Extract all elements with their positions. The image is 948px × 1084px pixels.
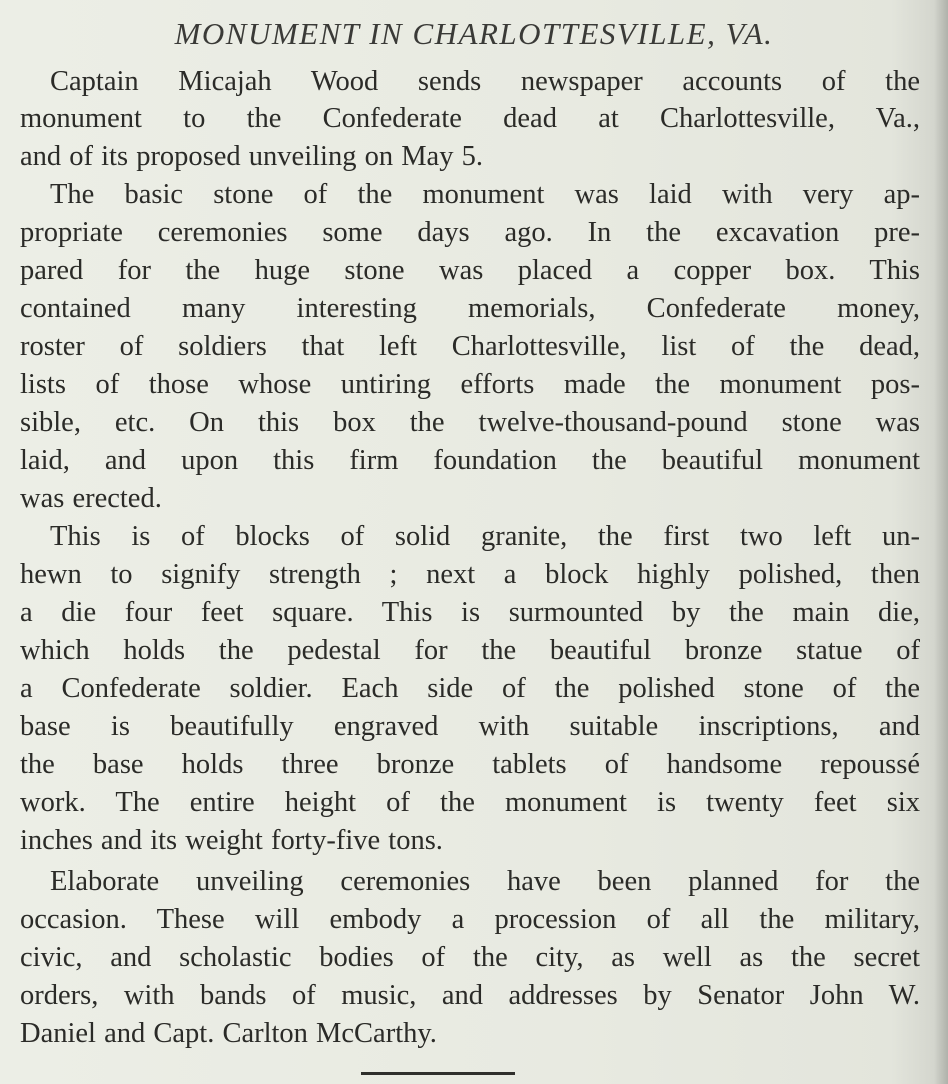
text-line: was erected. xyxy=(20,483,162,514)
text-line: monument to the Confederate dead at Charlottesville, Va., xyxy=(20,103,920,134)
text-line: propriate ceremonies some days ago. In the excavation pre- xyxy=(20,217,920,248)
text-line: inches and its weight forty-five tons. xyxy=(20,825,443,856)
text-line: civic, and scholastic bodies of the city, as well as the secret xyxy=(20,942,920,973)
text-line: work. The entire height of the monument is twenty feet six xyxy=(20,787,920,818)
text-line: roster of soldiers that left Charlottesville, list of the dead, xyxy=(20,331,920,362)
text-line: Captain Micajah Wood sends newspaper accounts of the xyxy=(50,66,920,97)
text-line: base is beautifully engraved with suitable inscriptions, and xyxy=(20,711,920,742)
text-line: pared for the huge stone was placed a copper box. This xyxy=(20,255,920,286)
section-divider-rule xyxy=(361,1072,515,1075)
text-line: orders, with bands of music, and addresses by Senator John W. xyxy=(20,980,920,1011)
text-line: a Confederate soldier. Each side of the polished stone of the xyxy=(20,673,920,704)
text-line: sible, etc. On this box the twelve-thousand-pound stone was xyxy=(20,407,920,438)
text-line: lists of those whose untiring efforts made the monument pos- xyxy=(20,369,920,400)
text-line: laid, and upon this firm foundation the beautiful monument xyxy=(20,445,920,476)
text-line: contained many interesting memorials, Confederate money, xyxy=(20,293,920,324)
text-line: Daniel and Capt. Carlton McCarthy. xyxy=(20,1018,437,1049)
text-line: a die four feet square. This is surmounted by the main die, xyxy=(20,597,920,628)
text-line: The basic stone of the monument was laid with very ap- xyxy=(50,179,920,210)
text-line: This is of blocks of solid granite, the first two left un- xyxy=(50,521,920,552)
text-line: Elaborate unveiling ceremonies have been planned for the xyxy=(50,866,920,897)
page-edge-shadow xyxy=(934,0,948,1084)
text-line: occasion. These will embody a procession of all the military, xyxy=(20,904,920,935)
text-line: hewn to signify strength ; next a block highly polished, then xyxy=(20,559,920,590)
text-line: and of its proposed unveiling on May 5. xyxy=(20,141,483,172)
text-line: the base holds three bronze tablets of handsome repoussé xyxy=(20,749,920,780)
article-title: MONUMENT IN CHARLOTTESVILLE, VA. xyxy=(174,16,774,51)
text-line: which holds the pedestal for the beautiful bronze statue of xyxy=(20,635,920,666)
